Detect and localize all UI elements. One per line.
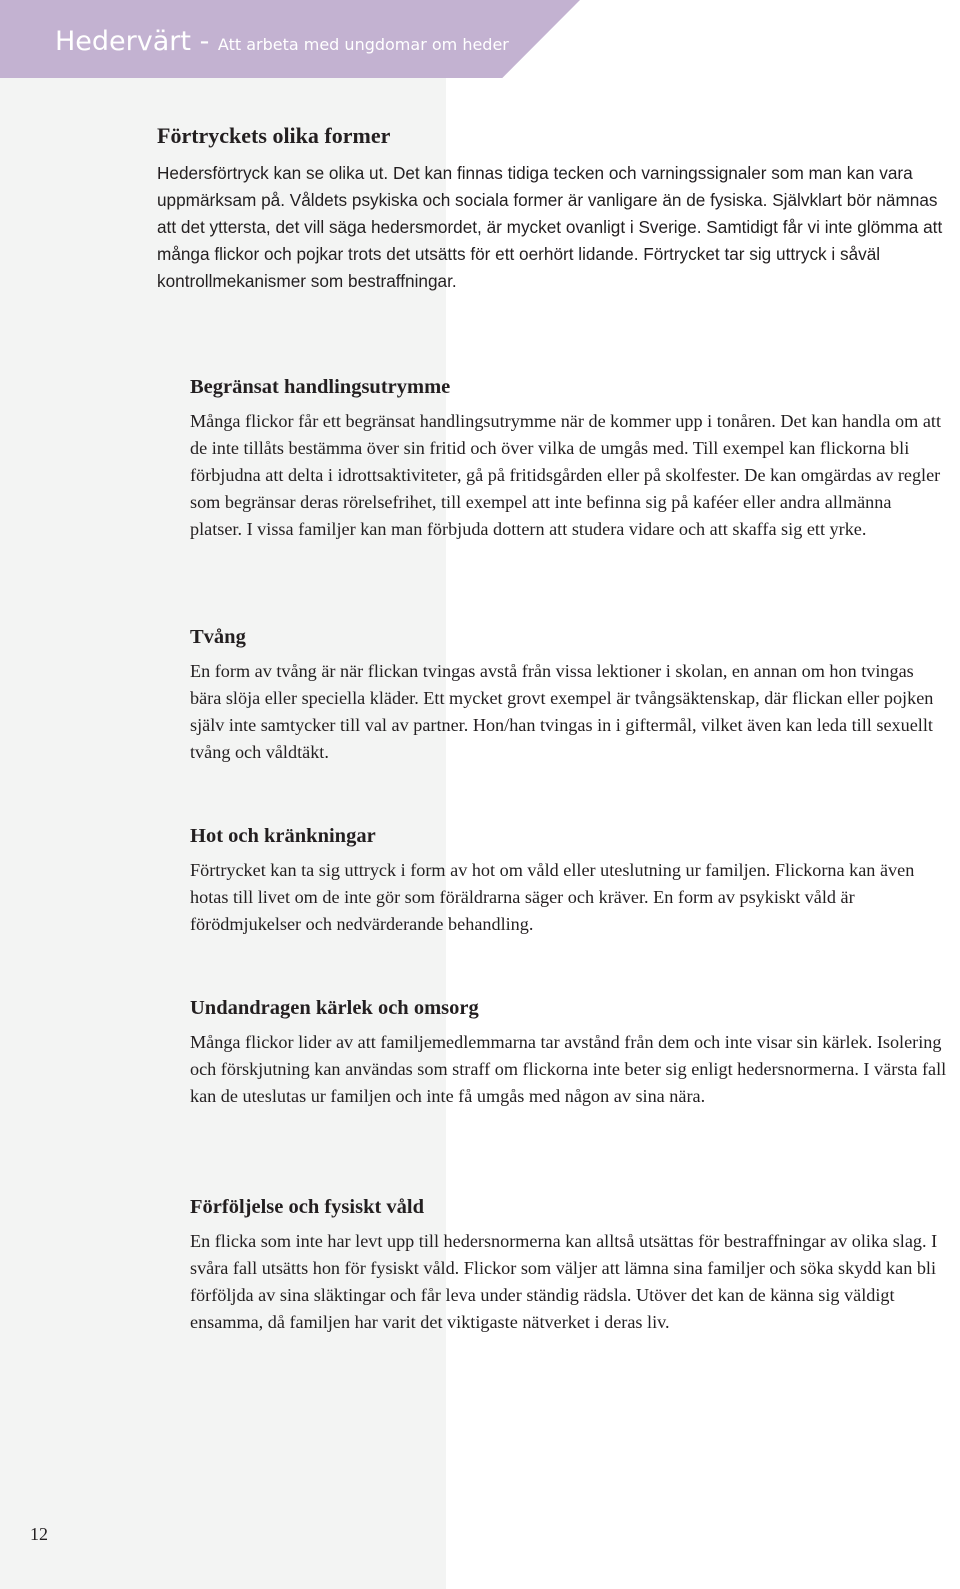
section-heading: Förföljelse och fysiskt våld — [190, 1196, 425, 1218]
page-number: 12 — [30, 1524, 48, 1544]
section-body: En form av tvång är när flickan tvingas avstå från vissa lektioner i skolan, en annan om hon tvingas bära slöja eller speciella kläder. Ett mycket grovt exempel är tvångsäktenskap, där flickan eller pojken själv inte samtycker till val av partner. Hon/han tvingas in i giftermål, vilket även kan leda till sexuellt tvång och våldtäkt. — [190, 661, 934, 762]
section-body: Många flickor får ett begränsat handlingsutrymme när de kommer upp i tonåren. Det kan handla om att de inte tillåts bestämma över sin fritid och över vilka de umgås med. Till exempel kan flickorna bli förbjudna att delta i idrottsaktiviteter, gå på fritidsgården eller på skolfester. De kan omgärdas av regler som begränsar deras rörelsefrihet, till exempel att inte befinna sig på kaféer eller andra allmänna platser. I vissa familjer kan man förbjuda dottern att studera vidare och att skaffa sig ett yrke. — [190, 411, 942, 539]
section-withdrawn-love — [190, 992, 947, 1110]
section-limited-freedom — [190, 371, 947, 543]
section-body: Förtrycket kan ta sig uttryck i form av hot om våld eller uteslutning ur familjen. Flickorna kan även hotas till livet om de inte gör som föräldrarna säger och kräver. En form av psykiskt våld är förödmjukelser och nedvärderande behandling. — [190, 860, 915, 934]
intro-heading: Förtryckets olika former — [157, 123, 391, 148]
section-heading: Undandragen kärlek och omsorg — [190, 997, 479, 1019]
document-subtitle: Att arbeta med ungdomar om heder — [217, 35, 509, 54]
section-coercion — [190, 621, 947, 766]
intro-paragraph: Hedersförtryck kan se olika ut. Det kan finnas tidiga tecken och varningssignaler som man kan vara uppmärksam på. Våldets psykiska och sociala former är vanligare än de fysiska. Självklart bör nämnas att det yttersta, det vill säga hedersmordet, är mycket ovanligt i Sverige. Samtidigt får vi inte glömma att många flickor och pojkar trots det utsätts för ett oerhört lidande. Förtrycket tar sig uttryck i såväl kontrollmekanismer som bestraffningar. — [157, 163, 943, 291]
section-heading: Tvång — [190, 626, 246, 648]
section-heading: Hot och kränkningar — [190, 825, 376, 847]
title-separator: - — [190, 26, 218, 57]
section-heading: Begränsat handlingsutrymme — [190, 376, 451, 398]
section-persecution — [190, 1191, 947, 1336]
section-body: Många flickor lider av att familjemedlemmarna tar avstånd från dem och inte visar sin kärlek. Isolering och förskjutning kan användas som straff om flickorna inte beter sig enligt hedersnormerna. I värsta fall kan de uteslutas ur familjen och inte få umgås med någon av sina nära. — [190, 1032, 947, 1106]
section-threats — [190, 820, 947, 938]
document-title: Hedervärt — [55, 26, 191, 57]
header-title — [55, 28, 509, 55]
section-body: En flicka som inte har levt upp till hedersnormerna kan alltså utsättas för bestraffningar av olika slag. I svåra fall utsätts hon för fysiskt våld. Flickor som väljer att lämna sina familjer och söka skydd kan bli förföljda av sina släktingar och får leva under ständig rädsla. Utöver det kan de känna sig väldigt ensamma, då familjen har varit det viktigaste nätverket i deras liv. — [190, 1231, 938, 1332]
